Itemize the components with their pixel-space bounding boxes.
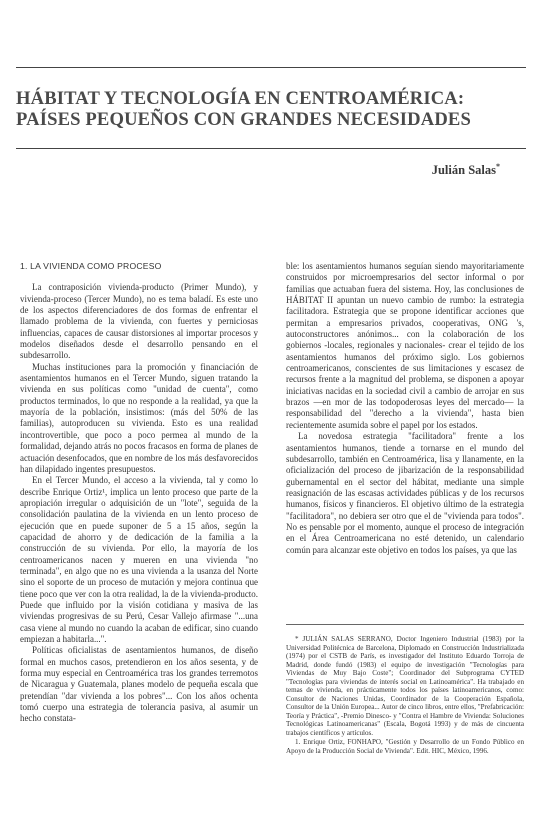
article-title bbox=[16, 88, 531, 130]
footnote-author: * JULIÁN SALAS SERRANO, Doctor Ingeniero Industrial (1983) por la Universidad Politécnica de Barcelona, Diplomado en Construcción Industrializada (1974) por el CSTB de París, es investigador del Instituto Eduardo Torroja de Madrid, donde fundó (1983) el equipo de investigación "Tecnologías para Viviendas de Muy Bajo Coste"; Coordinador del Subprograma CYTED "Tecnologías para viviendas de interés social en Latinoamérica". Ha trabajado en temas de vivienda, en prácticamente todos los países latinoamericanos, como: Consultor de Naciones Unidas, Coordinador de la Cooperación Española, Consultor de la Unión Europea... Autor de cinco libros, entre ellos, "Prefabricación: Teoría y Práctica", -Premio Dinesco- y "Contra el Hambre de Vivienda: Soluciones Tecnológicas Latinoamericanas" (Escala, Bogotá 1993) y de más de cincuenta trabajos científicos y artículos. bbox=[286, 635, 524, 737]
title-line-1: HÁBITAT Y TECNOLOGÍA EN CENTROAMÉRICA: bbox=[16, 88, 465, 109]
author-text: Julián Salas bbox=[431, 163, 496, 178]
section-heading: 1. LA VIVIENDA COMO PROCESO bbox=[20, 261, 162, 271]
body-paragraph: En el Tercer Mundo, el acceso a la vivienda, tal y como lo describe Enrique Ortiz¹, implica un lento proceso que parte de la apropiación irregular o adquisición de un "lote", seguida de la consolidación paulatina de la vivienda en un lento proceso de ejecución que en puede suponer de 5 a 15 años, según la capacidad de ahorro y de dedicación de la familia a la construcción de su vivienda. Por ello, la mayoría de los centroamericanos nacen y mueren en una vivienda "no terminada", en algo que no es una vivienda a la usanza del Norte sino el soporte de un proceso de mutación y mejora continua que tiene poco que ver con la otra realidad, la de la vivienda-producto. Puede que influido por la visión cotidiana y masiva de las viviendas progresivas de su Perú, Cesar Vallejo afirmase "...una casa viene al mundo no cuando la acaban de edificar, sino cuando empiezan a habitarla...". bbox=[20, 475, 258, 644]
body-paragraph: La contraposición vivienda-producto (Primer Mundo), y vivienda-proceso (Tercer Mundo), no es tema baladí. Es este uno de los aspectos diferenciadores de dos formas de enfrentar el llamado problema de la vivienda, con fuertes y perniciosas influencias, capaces de causar distorsiones al importar procesos y modelos diseñados desde el desarrollo pensando en el subdesarrollo. bbox=[20, 282, 258, 361]
body-paragraph: Políticas oficialistas de asentamientos humanos, de diseño formal en muchos casos, pretendieron en los años sesenta, y de forma muy especial en Centroamérica tras los grandes terremotos de Nicaragua y Guatemala, planes modelo de pequeña escala que pretendían "dar vivienda a los pobres"... Con los años ochenta tomó cuerpo una estrategia de tolerancia pasiva, al asumir un hecho constata- bbox=[20, 645, 258, 724]
body-paragraph: Muchas instituciones para la promoción y financiación de asentamientos humanos en el Tercer Mundo, siguen tratando la vivienda en sus políticas como "unidad de cuenta", como productos terminados, lo que no responde a la realidad, ya que la mayoría de la población, insistimos: (más del 50% de las familias), autoproducen su vivienda. Esto es una realidad incontrovertible, que poco a poco permea al mundo de la formalidad, dejando atrás no pocos fracasos en forma de planes de actuación desenfocados, que en nombre de los más desfavorecidos han dilapidado ingentes presupuestos. bbox=[20, 361, 259, 474]
body-paragraph: ble: los asentamientos humanos seguían siendo mayoritariamente construidos por microempresarios del sector informal o por familias que actuaban fuera del sistema. Hoy, las conclusiones de HÁBITAT II apuntan un nuevo cambio de rumbo: la estrategia facilitadora. Estrategia que se propone identificar acciones que permitan a empresarios privados, cooperativas, ONG 's, autoconstructores anónimos... con la colaboración de los gobiernos -locales, regionales y nacionales- crear el tejido de los asentamientos humanos del próximo siglo. Los gobiernos centroamericanos, conscientes de sus limitaciones y escasez de recursos frente a la magnitud del problema, se disponen a apoyar iniciativas nacidas en la sociedad civil a cambio de arrojar en sus brazos —en mor de las todopoderosas leyes del mercado— la responsabilidad del "derecho a la vivienda", hasta bien recientemente asumida sobre el papel por los estados. bbox=[286, 261, 524, 430]
right-column bbox=[286, 261, 524, 556]
footnotes bbox=[286, 624, 524, 756]
left-column bbox=[20, 261, 258, 725]
title-line-2: PAÍSES PEQUEÑOS CON GRANDES NECESIDADES bbox=[16, 109, 471, 130]
footnote-1: 1. Enrique Ortiz, FONHAPO, "Gestión y Desarrollo de un Fondo Público en Apoyo de la Producción Social de Vivienda". Edit. HIC, México, 1996. bbox=[286, 738, 524, 755]
author-footnote-mark: * bbox=[496, 162, 500, 171]
top-rule bbox=[16, 67, 526, 68]
body-paragraph: La novedosa estrategia "facilitadora" frente a los asentamientos humanos, tiende a tornarse en el mundo del subdesarrollo, también en Centroamérica, lisa y llanamente, en la oficialización del proceso de jibarización de la responsabilidad gubernamental en el sector del hábitat, mediante una simple reasignación de las escasas actividades públicas y de los recursos humanos, físicos y financieros. El objetivo último de la estrategia "facilitadora", no debiera ser otro que el de "vivienda para todos". No es pensable por el momento, aunque el proceso de integración en el Área Centroamericana no esté detenido, un calendario común para alcanzar este objetivo en todos los países, ya que las bbox=[286, 431, 524, 555]
title-rule bbox=[16, 148, 526, 149]
author-name bbox=[432, 162, 500, 178]
